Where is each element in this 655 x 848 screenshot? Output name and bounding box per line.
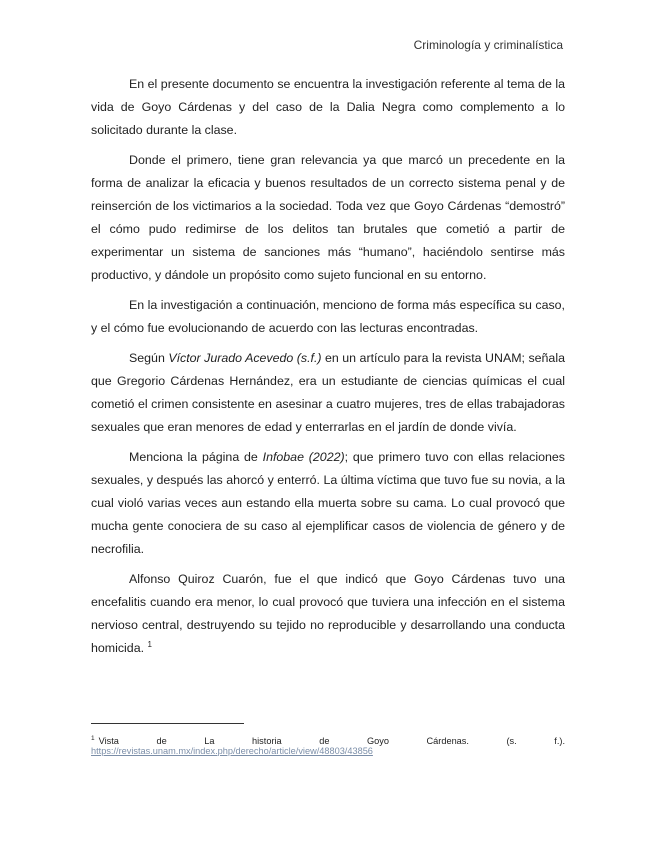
text-segment: ; que primero tuvo con ellas relaciones sexuales, y después las ahorcó y enterró. La última víctima que tuvo fue su novia, a la cual violó varias veces aun estando ella muerta sobre su cama. Lo cual provocó que mucha gente conociera de su caso al ejemplificar casos de violencia de género y de necrofilia.: [91, 450, 565, 556]
page-header: Criminología y criminalística: [413, 38, 563, 52]
footnote-link[interactable]: https://revistas.unam.mx/index.php/derecho/article/view/48803/43856: [91, 746, 373, 756]
text-segment: Según: [129, 351, 169, 365]
text-segment: Alfonso Quiroz Cuarón, fue el que indicó que Goyo Cárdenas tuvo una encefalitis cuando era menor, lo cual provocó que tuviera una infección en el sistema nervioso central, destruyendo su tejido no reproducible y desarrollando una conducta homicida.: [91, 572, 565, 655]
footnote-mark: 1: [91, 735, 95, 742]
document-body: [91, 73, 565, 667]
footnote-divider: [91, 723, 244, 724]
paragraph-quiroz: [91, 568, 565, 660]
text-segment: en un artículo para la revista UNAM; señala que Gregorio Cárdenas Hernández, era un estudiante de ciencias químicas el cual cometió el crimen consistente en asesinar a cuatro mujeres, tres de ellas trabajadoras sexuales que eran menores de edad y enterrarlas en el jardín de donde vivía.: [91, 351, 565, 434]
paragraph-jurado: [91, 347, 565, 439]
paragraph-relevance: Donde el primero, tiene gran relevancia ya que marcó un precedente en la forma de analizar la eficacia y buenos resultados de un correcto sistema penal y de reinserción de los victimarios a la sociedad. Toda vez que Goyo Cárdenas “demostró” el cómo pudo redimirse de los delitos tan brutales que cometió a partir de experimentar un sistema de sanciones más “humano”, haciéndolo sentirse más productivo, y dándole un propósito como sujeto funcional en su entorno.: [91, 153, 565, 282]
paragraph-infobae: [91, 446, 565, 561]
footnote-text: Vista de La historia de Goyo Cárdenas. (s. f.).: [98, 736, 565, 747]
citation: Víctor Jurado Acevedo (s.f.): [168, 351, 322, 365]
footnote-reference[interactable]: 1: [147, 639, 152, 649]
text-segment: Menciona la página de: [129, 450, 263, 464]
paragraph-intro: En el presente documento se encuentra la investigación referente al tema de la vida de Goyo Cárdenas y del caso de la Dalia Negra como complemento a lo solicitado durante la clase.: [91, 77, 565, 137]
citation: Infobae (2022): [262, 450, 345, 464]
paragraph-investigation: En la investigación a continuación, menciono de forma más específica su caso, y el cómo fue evolucionando de acuerdo con las lecturas encontradas.: [91, 298, 565, 335]
footnote-link-line: [91, 745, 373, 758]
